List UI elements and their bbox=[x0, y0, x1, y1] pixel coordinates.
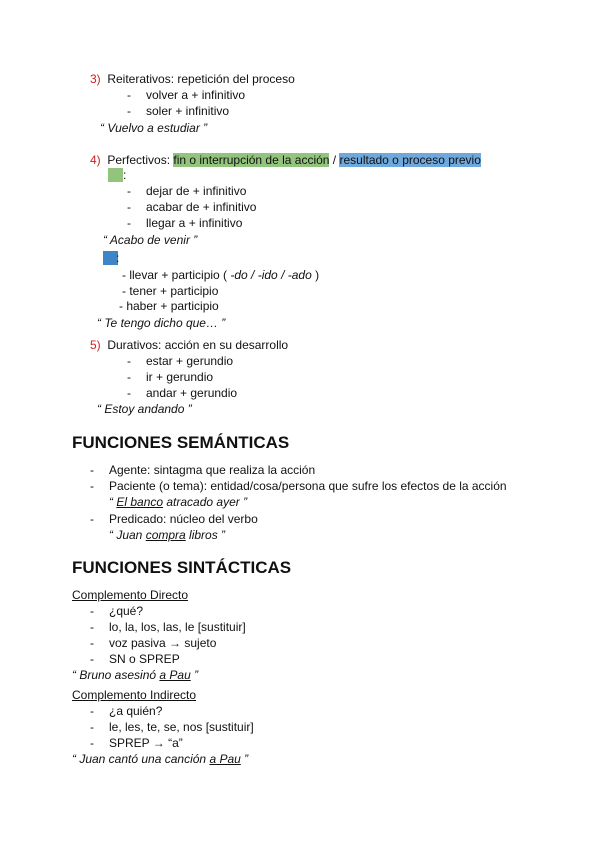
list-item: - bbox=[90, 463, 94, 477]
list-item: - bbox=[127, 88, 131, 102]
list-item-text: voz pasiva → sujeto bbox=[109, 636, 217, 650]
list-item: - bbox=[127, 216, 131, 230]
section-5-heading bbox=[90, 338, 288, 353]
list-item: - bbox=[127, 386, 131, 400]
heading-funciones-semanticas: FUNCIONES SEMÁNTICAS bbox=[72, 433, 290, 452]
list-item: - bbox=[90, 720, 94, 734]
list-item-text: llegar a + infinitivo bbox=[146, 216, 243, 230]
list-item-text: soler + infinitivo bbox=[146, 104, 230, 118]
list-item: - bbox=[127, 200, 131, 214]
list-item-text: andar + gerundio bbox=[146, 386, 238, 400]
list-number: 4) bbox=[90, 153, 101, 167]
section-4-heading bbox=[90, 153, 481, 168]
example-quote: “ Te tengo dicho que… ” bbox=[97, 316, 226, 330]
list-item: - bbox=[90, 620, 94, 634]
underlined-term: a Pau bbox=[159, 668, 191, 682]
list-item-text: dejar de + infinitivo bbox=[146, 184, 247, 198]
example-quote: “ Acabo de venir ” bbox=[103, 233, 198, 247]
section-title: Durativos: acción en su desarrollo bbox=[107, 338, 289, 352]
highlight-blue: resultado o proceso previo bbox=[339, 153, 481, 167]
subheading-complemento-indirecto: Complemento Indirecto bbox=[72, 688, 197, 702]
heading-funciones-sintacticas: FUNCIONES SINTÁCTICAS bbox=[72, 558, 292, 577]
underlined-term: a Pau bbox=[209, 752, 241, 766]
list-item-text: Predicado: núcleo del verbo bbox=[109, 512, 258, 526]
section-title: Perfectivos: bbox=[107, 153, 174, 167]
list-item-text: estar + gerundio bbox=[146, 354, 234, 368]
colon: : bbox=[123, 168, 127, 182]
list-item-text: SPREP → “a” bbox=[109, 736, 183, 750]
list-item: - bbox=[90, 636, 94, 650]
list-item: - bbox=[90, 512, 94, 526]
list-item-text: - tener + participio bbox=[122, 284, 219, 298]
list-item-text: acabar de + infinitivo bbox=[146, 200, 257, 214]
colon: : bbox=[116, 251, 120, 265]
list-item: - bbox=[127, 104, 131, 118]
list-item-text: SN o SPREP bbox=[109, 652, 180, 666]
list-item-text: Paciente (o tema): entidad/cosa/persona que sufre los efectos de la acción bbox=[109, 479, 507, 493]
list-item-text: ¿a quién? bbox=[109, 704, 163, 718]
section-title: Reiterativos: repetición del proceso bbox=[107, 72, 295, 86]
list-item: - bbox=[90, 652, 94, 666]
example-quote: “ Juan compra libros ” bbox=[109, 528, 226, 542]
list-item: - bbox=[127, 370, 131, 384]
highlight-green: fin o interrupción de la acción bbox=[173, 153, 330, 167]
underlined-term: El banco bbox=[116, 495, 164, 509]
list-item-text: lo, la, los, las, le [sustituir] bbox=[109, 620, 246, 634]
section-3-heading bbox=[90, 72, 295, 87]
example-quote: “ Juan cantó una canción a Pau ” bbox=[72, 752, 249, 766]
example-quote: “ Estoy andando ” bbox=[97, 402, 192, 416]
list-item: - bbox=[90, 704, 94, 718]
participle-endings: -do / -ido / -ado bbox=[230, 268, 312, 282]
list-item-text: le, les, te, se, nos [sustituir] bbox=[109, 720, 254, 734]
list-number: 3) bbox=[90, 72, 101, 86]
list-item: - bbox=[90, 479, 94, 493]
example-quote: “ El banco atracado ayer ” bbox=[109, 495, 248, 509]
example-quote: “ Vuelvo a estudiar ” bbox=[100, 121, 208, 135]
list-item: - bbox=[90, 736, 94, 750]
list-item: - bbox=[127, 184, 131, 198]
separator: / bbox=[329, 153, 340, 167]
list-item-text: - haber + participio bbox=[119, 299, 219, 313]
underlined-term: compra bbox=[145, 528, 186, 542]
list-item: - bbox=[127, 354, 131, 368]
subheading-complemento-directo: Complemento Directo bbox=[72, 588, 189, 602]
list-item-text: ir + gerundio bbox=[146, 370, 214, 384]
list-item-text: - llevar + participio ( -do / -ido / -ado ) bbox=[122, 268, 320, 282]
list-item-text: ¿qué? bbox=[109, 604, 144, 618]
green-color-swatch bbox=[108, 168, 123, 182]
list-item-text: volver a + infinitivo bbox=[146, 88, 246, 102]
example-quote: “ Bruno asesinó a Pau ” bbox=[72, 668, 199, 682]
list-number: 5) bbox=[90, 338, 101, 352]
list-item-text: Agente: sintagma que realiza la acción bbox=[109, 463, 316, 477]
list-item: - bbox=[90, 604, 94, 618]
